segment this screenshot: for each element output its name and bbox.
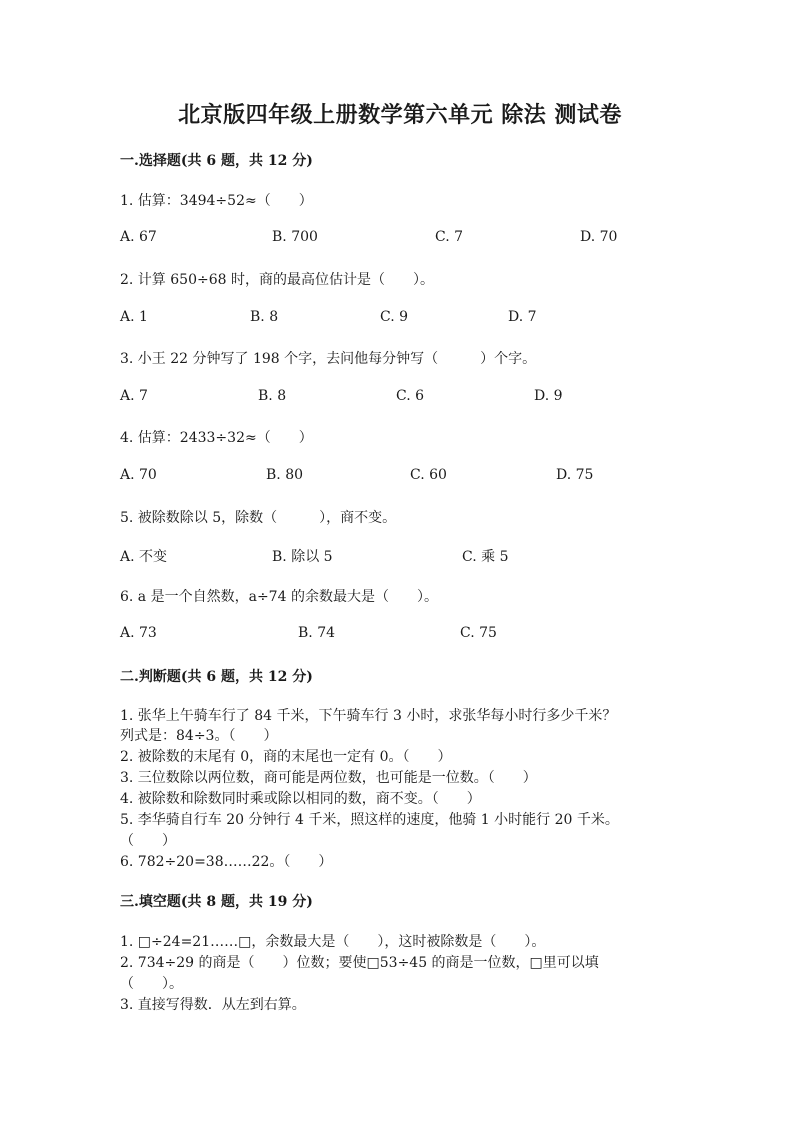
question-text: 3. 小王 22 分钟写了 198 个字，去问他每分钟写（ ）个字。	[120, 351, 537, 367]
option: D. 7	[508, 309, 537, 325]
question-line: 4. 被除数和除数同时乘或除以相同的数，商不变。（ ）	[120, 791, 481, 807]
option: C. 9	[380, 309, 409, 325]
page-title: 北京版四年级上册数学第六单元 除法 测试卷	[178, 102, 622, 128]
option: A. 67	[120, 229, 157, 245]
question-line: 1. 张华上午骑车行了 84 千米，下午骑车行 3 小时，求张华每小时行多少千米？	[120, 708, 617, 724]
question-line: 2. 被除数的末尾有 0，商的末尾也一定有 0。（ ）	[120, 749, 452, 765]
option: B. 80	[266, 467, 304, 483]
question-text: 4. 估算：2433÷32≈（ ）	[120, 430, 313, 446]
question-line: （ ）	[120, 833, 176, 849]
option: A. 不变	[120, 549, 168, 565]
question-line: 3. 三位数除以两位数，商可能是两位数，也可能是一位数。（ ）	[120, 770, 537, 786]
option: A. 73	[120, 625, 157, 641]
question-line: 6. 782÷20=38……22。（ ）	[120, 854, 333, 870]
option: C. 75	[460, 625, 497, 641]
question-text: 1. 估算：3494÷52≈（ ）	[120, 193, 313, 209]
option: B. 8	[258, 388, 287, 404]
question-line: 列式是：84÷3。（ ）	[120, 728, 278, 744]
section-heading-choice: 一.选择题(共 6 题，共 12 分)	[120, 153, 313, 169]
question-text: 6. a 是一个自然数，a÷74 的余数最大是（ ）。	[120, 589, 438, 605]
question-line: 1. □÷24=21……□，余数最大是（ ），这时被除数是（ ）。	[120, 934, 546, 950]
option: B. 700	[272, 229, 318, 245]
option: B. 除以 5	[272, 549, 333, 565]
option: D. 75	[556, 467, 594, 483]
option: A. 70	[120, 467, 157, 483]
option: C. 乘 5	[462, 549, 509, 565]
question-line: 3. 直接写得数．从左到右算。	[120, 997, 306, 1013]
question-text: 2. 计算 650÷68 时，商的最高位估计是（ ）。	[120, 272, 434, 288]
option: C. 60	[410, 467, 447, 483]
option: B. 74	[298, 625, 336, 641]
option: C. 6	[396, 388, 425, 404]
question-text: 5. 被除数除以 5，除数（ ），商不变。	[120, 510, 397, 526]
section-heading-judge: 二.判断题(共 6 题，共 12 分)	[120, 669, 313, 685]
option: B. 8	[250, 309, 279, 325]
option: C. 7	[435, 229, 464, 245]
option: A. 1	[120, 309, 148, 325]
section-heading-fill: 三.填空题(共 8 题，共 19 分)	[120, 894, 313, 910]
question-line: （ ）。	[120, 976, 183, 992]
question-line: 5. 李华骑自行车 20 分钟行 4 千米，照这样的速度，他骑 1 小时能行 20 千米。	[120, 812, 619, 828]
question-line: 2. 734÷29 的商是（ ）位数；要使□53÷45 的商是一位数，□里可以填	[120, 955, 599, 971]
option: A. 7	[120, 388, 148, 404]
option: D. 70	[580, 229, 618, 245]
option: D. 9	[534, 388, 563, 404]
